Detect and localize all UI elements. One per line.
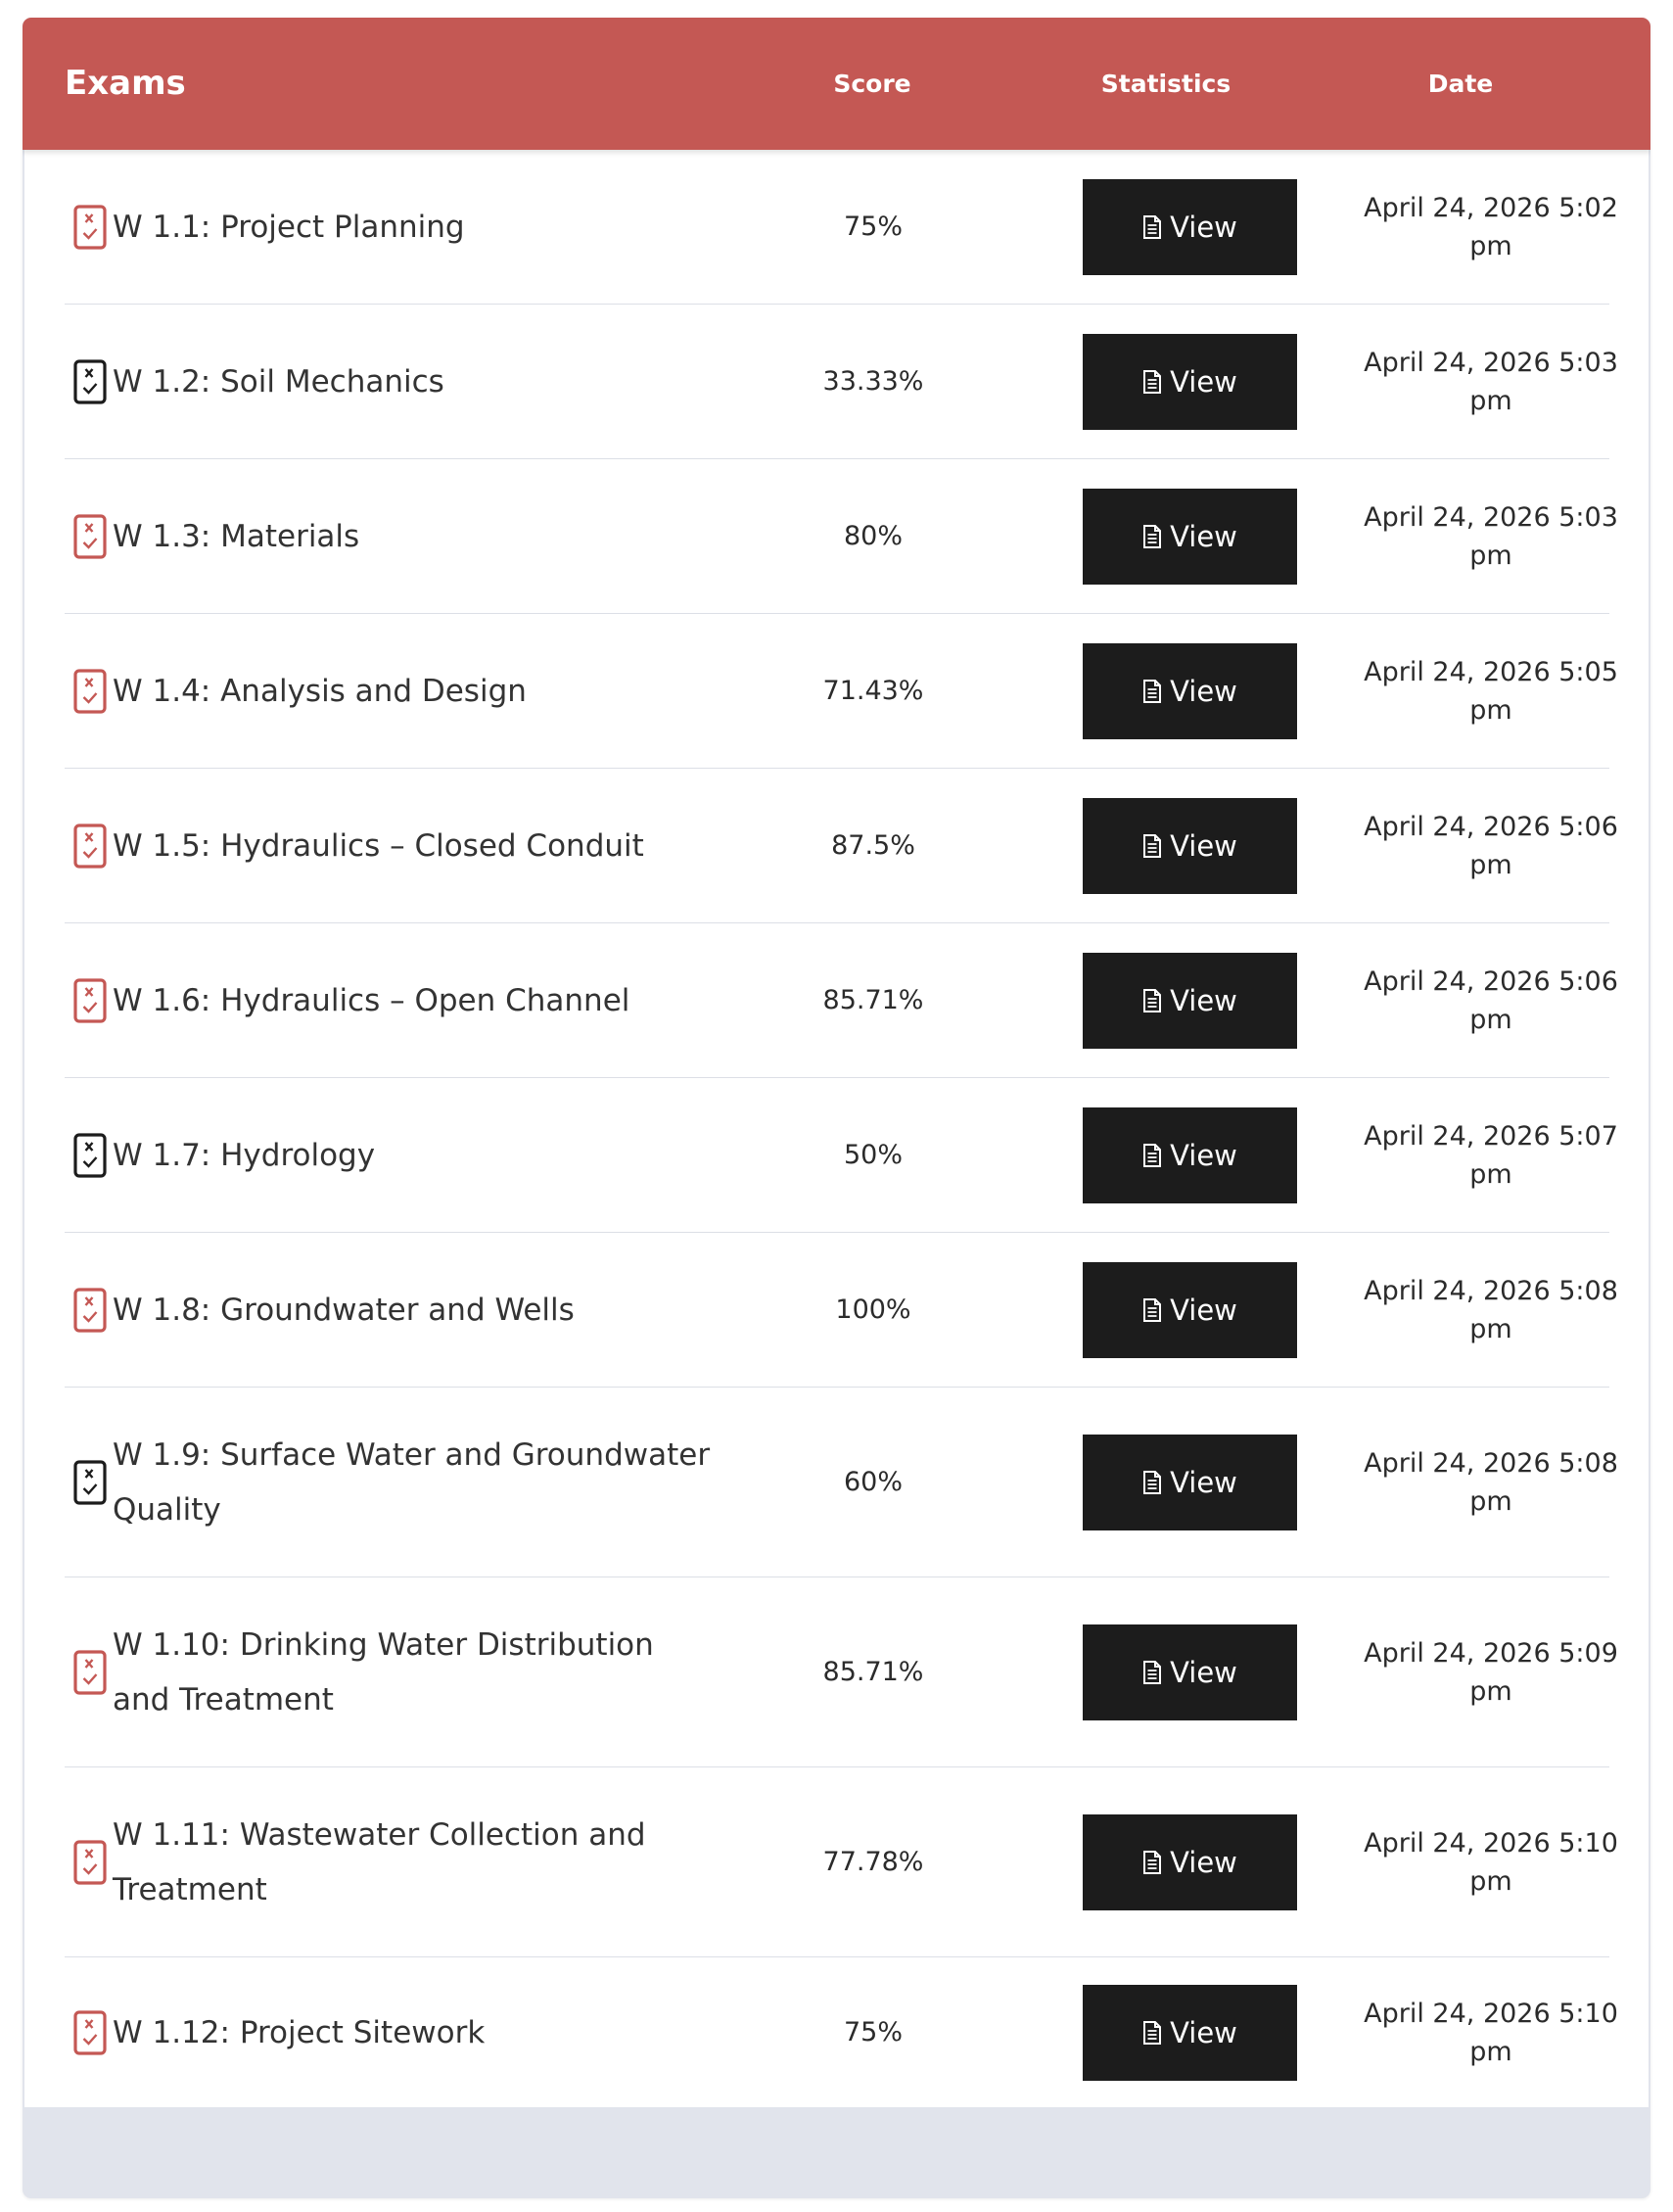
view-statistics-button[interactable]: [1083, 1107, 1297, 1203]
date-line-2: pm: [1469, 1004, 1512, 1035]
document-icon: [1142, 679, 1170, 704]
header-statistics: Statistics: [1100, 70, 1232, 98]
exam-black-icon: [73, 359, 107, 404]
date-line-2: pm: [1469, 2036, 1512, 2067]
date-line-2: pm: [1469, 1675, 1512, 1707]
exam-date: [1334, 459, 1648, 613]
view-statistics-button[interactable]: [1083, 489, 1297, 585]
document-icon: [1142, 214, 1170, 240]
header-exams: Exams: [65, 64, 186, 103]
exam-date: [1334, 1233, 1648, 1387]
exam-date: [1334, 305, 1648, 458]
exam-date: [1334, 769, 1648, 922]
document-icon: [1142, 369, 1170, 395]
exam-score: 60%: [843, 1467, 903, 1497]
exam-score: 50%: [843, 1140, 903, 1170]
exam-title: W 1.1: Project Planning: [113, 209, 465, 245]
exam-cell: [65, 1078, 730, 1232]
exam-red-icon: [73, 669, 107, 714]
view-button-label: View: [1170, 520, 1237, 553]
exam-title: W 1.11: Wastewater Collection and Treatment: [113, 1816, 646, 1907]
exam-cell: [65, 923, 730, 1077]
view-statistics-button[interactable]: [1083, 1262, 1297, 1358]
table-row: [65, 1767, 1618, 1957]
document-icon: [1142, 524, 1170, 549]
date-line-1: April 24, 2026 5:07: [1364, 1120, 1618, 1152]
date-line-1: April 24, 2026 5:09: [1364, 1637, 1618, 1669]
table-header: [23, 18, 1650, 150]
view-statistics-button[interactable]: [1083, 1814, 1297, 1910]
exam-title: W 1.9: Surface Water and Groundwater Quality: [113, 1436, 711, 1528]
document-icon: [1142, 1470, 1170, 1495]
exam-date: [1334, 1957, 1648, 2107]
exam-date: [1334, 1767, 1648, 1956]
view-statistics-button[interactable]: [1083, 1985, 1297, 2081]
exam-date: [1334, 614, 1648, 768]
exam-date: [1334, 150, 1648, 304]
exam-score: 75%: [843, 212, 903, 242]
date-line-2: pm: [1469, 230, 1512, 261]
document-icon: [1142, 1660, 1170, 1685]
exam-score: 75%: [843, 2017, 903, 2047]
exam-title: W 1.2: Soil Mechanics: [113, 363, 444, 400]
exam-cell: [65, 305, 730, 458]
view-statistics-button[interactable]: [1083, 798, 1297, 894]
view-button-label: View: [1170, 1846, 1237, 1879]
exam-cell: [65, 1577, 730, 1766]
table-row: [65, 614, 1618, 769]
view-button-label: View: [1170, 1656, 1237, 1689]
date-line-1: April 24, 2026 5:10: [1364, 1998, 1618, 2029]
exam-red-icon: [73, 1840, 107, 1885]
date-line-2: pm: [1469, 385, 1512, 416]
exam-cell: [65, 1233, 730, 1387]
document-icon: [1142, 1143, 1170, 1168]
document-icon: [1142, 988, 1170, 1013]
exam-date: [1334, 1577, 1648, 1766]
header-score: Score: [833, 70, 911, 98]
view-statistics-button[interactable]: [1083, 1435, 1297, 1530]
view-button-label: View: [1170, 1294, 1237, 1327]
exam-score: 80%: [843, 521, 903, 551]
date-line-2: pm: [1469, 1865, 1512, 1897]
date-line-1: April 24, 2026 5:10: [1364, 1827, 1618, 1859]
exam-black-icon: [73, 1133, 107, 1178]
exam-cell: [65, 769, 730, 922]
date-line-1: April 24, 2026 5:08: [1364, 1447, 1618, 1479]
view-button-label: View: [1170, 1139, 1237, 1172]
exam-cell: [65, 1388, 730, 1577]
exam-cell: [65, 1767, 730, 1956]
view-button-label: View: [1170, 2016, 1237, 2049]
date-line-1: April 24, 2026 5:06: [1364, 811, 1618, 842]
table-row: [65, 769, 1618, 923]
exam-date: [1334, 923, 1648, 1077]
exam-score: 100%: [835, 1294, 911, 1325]
table-row: [65, 1078, 1618, 1233]
date-line-1: April 24, 2026 5:02: [1364, 192, 1618, 223]
date-line-2: pm: [1469, 1485, 1512, 1517]
exam-score: 85.71%: [822, 1657, 924, 1687]
exam-score: 77.78%: [822, 1847, 924, 1877]
exam-cell: [65, 459, 730, 613]
table-row: [65, 1577, 1618, 1767]
table-row: [65, 459, 1618, 614]
exam-red-icon: [73, 978, 107, 1023]
table-row: [65, 150, 1618, 305]
exam-red-icon: [73, 514, 107, 559]
date-line-1: April 24, 2026 5:06: [1364, 965, 1618, 997]
document-icon: [1142, 1297, 1170, 1323]
view-statistics-button[interactable]: [1083, 334, 1297, 430]
date-line-1: April 24, 2026 5:03: [1364, 501, 1618, 533]
exam-title: W 1.6: Hydraulics – Open Channel: [113, 982, 630, 1018]
view-button-label: View: [1170, 675, 1237, 708]
exam-cell: [65, 614, 730, 768]
exam-title: W 1.10: Drinking Water Distribution and Treatment: [113, 1626, 654, 1718]
exam-date: [1334, 1078, 1648, 1232]
exam-score: 87.5%: [831, 830, 915, 861]
view-statistics-button[interactable]: [1083, 1624, 1297, 1720]
view-statistics-button[interactable]: [1083, 643, 1297, 739]
exam-title: W 1.8: Groundwater and Wells: [113, 1292, 575, 1328]
view-button-label: View: [1170, 829, 1237, 863]
view-button-label: View: [1170, 1466, 1237, 1499]
table-row: [65, 1233, 1618, 1388]
table-row: [65, 923, 1618, 1078]
table-row: [65, 1957, 1618, 2107]
exam-red-icon: [73, 1650, 107, 1695]
exam-score: 71.43%: [822, 676, 924, 706]
date-line-2: pm: [1469, 849, 1512, 880]
exam-title: W 1.5: Hydraulics – Closed Conduit: [113, 827, 644, 864]
exam-title: W 1.7: Hydrology: [113, 1137, 376, 1173]
table-body: [24, 150, 1649, 2107]
date-line-1: April 24, 2026 5:03: [1364, 347, 1618, 378]
exam-red-icon: [73, 205, 107, 250]
document-icon: [1142, 1850, 1170, 1875]
view-button-label: View: [1170, 365, 1237, 399]
date-line-1: April 24, 2026 5:05: [1364, 656, 1618, 687]
exam-results-panel: [23, 18, 1650, 2198]
exam-title: W 1.3: Materials: [113, 518, 360, 554]
view-statistics-button[interactable]: [1083, 953, 1297, 1049]
exam-score: 33.33%: [822, 366, 924, 397]
table-row: [65, 305, 1618, 459]
view-statistics-button[interactable]: [1083, 179, 1297, 275]
date-line-2: pm: [1469, 540, 1512, 571]
view-button-label: View: [1170, 984, 1237, 1017]
exam-title: W 1.12: Project Sitework: [113, 2014, 486, 2050]
header-date: Date: [1427, 70, 1494, 98]
exam-title: W 1.4: Analysis and Design: [113, 673, 527, 709]
document-icon: [1142, 2020, 1170, 2046]
exam-red-icon: [73, 2010, 107, 2055]
exam-cell: [65, 150, 730, 304]
table-row: [65, 1388, 1618, 1577]
exam-score: 85.71%: [822, 985, 924, 1015]
exam-red-icon: [73, 1288, 107, 1333]
exam-red-icon: [73, 824, 107, 869]
view-button-label: View: [1170, 211, 1237, 244]
exam-black-icon: [73, 1460, 107, 1505]
document-icon: [1142, 833, 1170, 859]
date-line-2: pm: [1469, 1313, 1512, 1344]
date-line-1: April 24, 2026 5:08: [1364, 1275, 1618, 1306]
exam-date: [1334, 1388, 1648, 1577]
exam-cell: [65, 1957, 730, 2107]
date-line-2: pm: [1469, 694, 1512, 726]
date-line-2: pm: [1469, 1158, 1512, 1190]
